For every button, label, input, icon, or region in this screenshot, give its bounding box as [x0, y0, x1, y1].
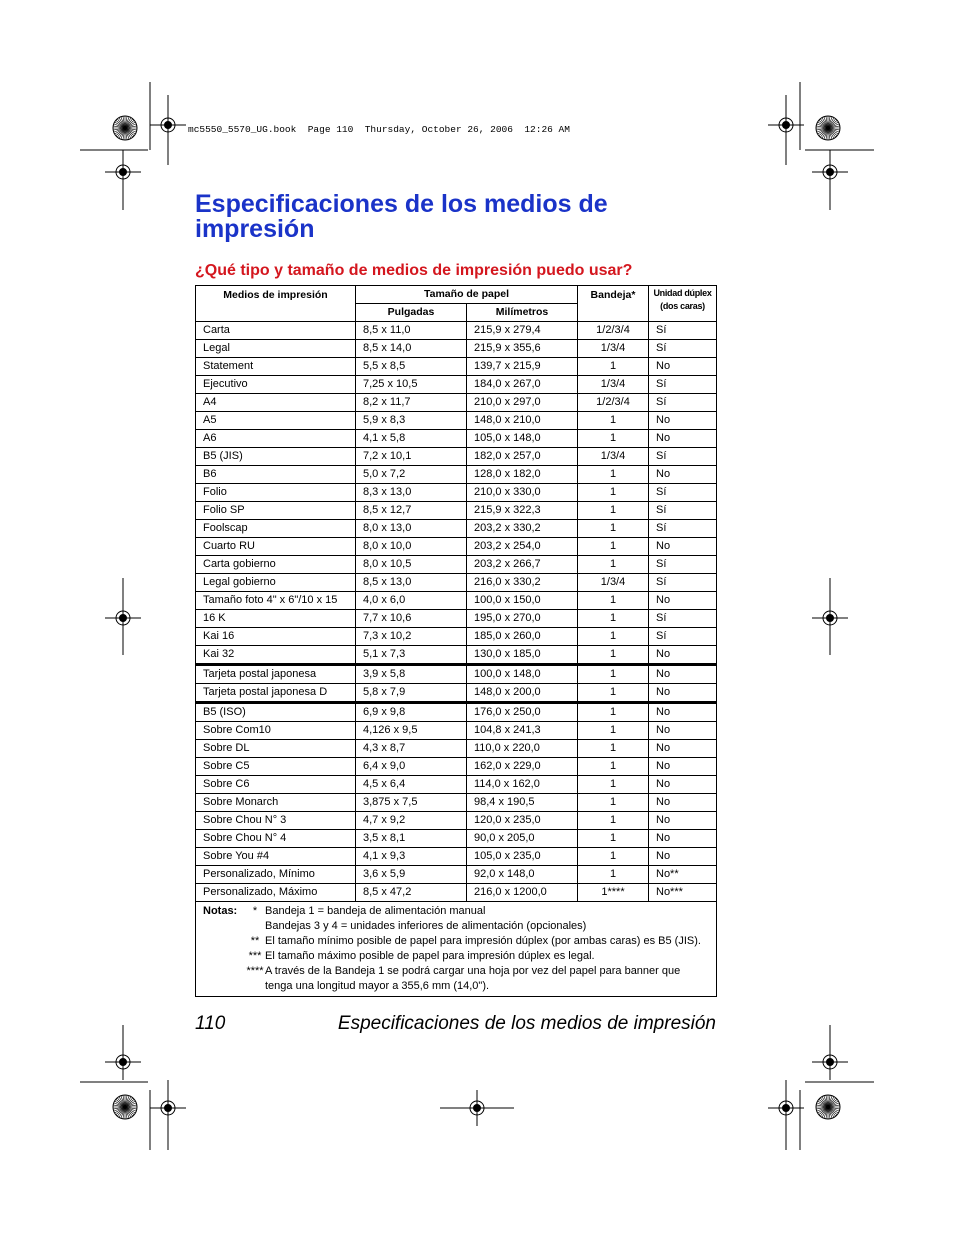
table-row: [196, 556, 717, 574]
notes-spacer: [203, 934, 245, 949]
cell-tray: 1: [578, 412, 649, 430]
note-text: Bandejas 3 y 4 = unidades inferiores de alimentación (opcionales): [265, 920, 587, 932]
cell-tray: 1: [578, 610, 649, 628]
cell-duplex: Sí: [649, 520, 717, 538]
cell-mm: 104,8 x 241,3: [467, 722, 578, 740]
table-row: [196, 794, 717, 812]
table-row: [196, 628, 717, 646]
table-row: [196, 502, 717, 520]
cell-duplex: No: [649, 794, 717, 812]
cell-inches: 8,5 x 47,2: [356, 884, 467, 902]
cell-media: Ejecutivo: [196, 376, 356, 394]
cell-mm: 216,0 x 1200,0: [467, 884, 578, 902]
cell-inches: 7,3 x 10,2: [356, 628, 467, 646]
cell-mm: 215,9 x 322,3: [467, 502, 578, 520]
cell-duplex: Sí: [649, 322, 717, 340]
table-row: [196, 812, 717, 830]
cell-mm: 92,0 x 148,0: [467, 866, 578, 884]
cell-media: Personalizado, Mínimo: [196, 866, 356, 884]
cell-mm: 105,0 x 148,0: [467, 430, 578, 448]
cell-duplex: Sí: [649, 394, 717, 412]
cell-mm: 98,4 x 190,5: [467, 794, 578, 812]
cell-media: Carta gobierno: [196, 556, 356, 574]
cell-duplex: No: [649, 722, 717, 740]
cell-media: Legal gobierno: [196, 574, 356, 592]
cell-inches: 7,2 x 10,1: [356, 448, 467, 466]
cell-media: B5 (ISO): [196, 703, 356, 722]
cell-inches: 6,4 x 9,0: [356, 758, 467, 776]
cell-tray: 1/3/4: [578, 448, 649, 466]
table-row: [196, 758, 717, 776]
cell-inches: 3,9 x 5,8: [356, 665, 467, 684]
cell-inches: 4,7 x 9,2: [356, 812, 467, 830]
note-text: A través de la Bandeja 1 se podrá cargar una hoja por vez del papel para banner que tenga una longitud mayor a 355,6 mm (14,0").: [265, 965, 681, 992]
cell-duplex: Sí: [649, 502, 717, 520]
cell-duplex: No: [649, 703, 717, 722]
cell-duplex: No: [649, 592, 717, 610]
cell-mm: 203,2 x 266,7: [467, 556, 578, 574]
cell-tray: 1: [578, 430, 649, 448]
cell-inches: 8,0 x 10,5: [356, 556, 467, 574]
table-row: [196, 466, 717, 484]
notes-list: [203, 904, 710, 994]
table-row: [196, 430, 717, 448]
cell-mm: 100,0 x 150,0: [467, 592, 578, 610]
cell-media: Sobre You #4: [196, 848, 356, 866]
cell-tray: 1: [578, 830, 649, 848]
cell-media: Personalizado, Máximo: [196, 884, 356, 902]
header-size: Tamaño de papel: [356, 286, 578, 304]
cell-mm: 105,0 x 235,0: [467, 848, 578, 866]
table-row: [196, 412, 717, 430]
cell-media: B6: [196, 466, 356, 484]
cell-inches: 4,3 x 8,7: [356, 740, 467, 758]
table-row: [196, 703, 717, 722]
table-row: [196, 394, 717, 412]
note-symbol: ****: [246, 965, 264, 977]
cell-media: Sobre C5: [196, 758, 356, 776]
cell-duplex: Sí: [649, 448, 717, 466]
cell-inches: 5,9 x 8,3: [356, 412, 467, 430]
note-text: El tamaño mínimo posible de papel para impresión dúplex (por ambas caras) es B5 (JIS).: [265, 935, 701, 947]
star-target: [113, 1095, 137, 1119]
cell-duplex: No: [649, 430, 717, 448]
cell-duplex: No**: [649, 866, 717, 884]
cell-inches: 4,126 x 9,5: [356, 722, 467, 740]
cell-mm: 203,2 x 330,2: [467, 520, 578, 538]
cell-mm: 216,0 x 330,2: [467, 574, 578, 592]
note-symbol: [245, 919, 265, 934]
cell-media: Folio SP: [196, 502, 356, 520]
cell-inches: 8,5 x 12,7: [356, 502, 467, 520]
cell-duplex: No: [649, 412, 717, 430]
notes-spacer: [203, 919, 245, 934]
header-duplex: Unidad dúplex (dos caras): [649, 286, 717, 322]
cell-duplex: No***: [649, 884, 717, 902]
cell-inches: 3,875 x 7,5: [356, 794, 467, 812]
cell-media: Sobre Chou N° 3: [196, 812, 356, 830]
cell-inches: 4,5 x 6,4: [356, 776, 467, 794]
cell-inches: 7,7 x 10,6: [356, 610, 467, 628]
page-number: 110: [195, 1013, 226, 1034]
cell-inches: 4,1 x 5,8: [356, 430, 467, 448]
cell-mm: 110,0 x 220,0: [467, 740, 578, 758]
cell-media: Tarjeta postal japonesa: [196, 665, 356, 684]
cell-duplex: Sí: [649, 574, 717, 592]
cell-mm: 148,0 x 210,0: [467, 412, 578, 430]
cell-mm: 139,7 x 215,9: [467, 358, 578, 376]
cell-duplex: No: [649, 758, 717, 776]
cell-mm: 128,0 x 182,0: [467, 466, 578, 484]
table-row: [196, 740, 717, 758]
cell-duplex: No: [649, 665, 717, 684]
note-symbol: **: [250, 935, 260, 947]
note-text: El tamaño máximo posible de papel para impresión dúplex es legal.: [265, 950, 595, 962]
cell-mm: 162,0 x 229,0: [467, 758, 578, 776]
cell-tray: 1: [578, 646, 649, 665]
cell-media: Kai 32: [196, 646, 356, 665]
cell-inches: 5,5 x 8,5: [356, 358, 467, 376]
cell-tray: 1: [578, 812, 649, 830]
cell-tray: 1: [578, 592, 649, 610]
cell-inches: 7,25 x 10,5: [356, 376, 467, 394]
table-row: [196, 484, 717, 502]
header-mm: Milímetros: [467, 304, 578, 322]
table-row: [196, 322, 717, 340]
cell-tray: 1: [578, 484, 649, 502]
cell-media: Sobre Monarch: [196, 794, 356, 812]
note-symbol: ***: [248, 950, 262, 962]
cell-mm: 184,0 x 267,0: [467, 376, 578, 394]
cell-duplex: No: [649, 812, 717, 830]
cell-media: Statement: [196, 358, 356, 376]
table-row: [196, 520, 717, 538]
cell-tray: 1: [578, 703, 649, 722]
cell-media: Carta: [196, 322, 356, 340]
cell-duplex: No: [649, 848, 717, 866]
cell-tray: 1/3/4: [578, 376, 649, 394]
cell-tray: 1: [578, 740, 649, 758]
notes-cell: [196, 902, 717, 997]
notes-label: Notas:: [203, 905, 238, 917]
cell-media: Sobre DL: [196, 740, 356, 758]
cell-media: Tamaño foto 4" x 6"/10 x 15: [196, 592, 356, 610]
cell-inches: 3,6 x 5,9: [356, 866, 467, 884]
cell-inches: 6,9 x 9,8: [356, 703, 467, 722]
table-row: [196, 722, 717, 740]
cell-mm: 148,0 x 200,0: [467, 684, 578, 703]
cell-mm: 120,0 x 235,0: [467, 812, 578, 830]
header-tray: Bandeja*: [578, 286, 649, 322]
cell-mm: 90,0 x 205,0: [467, 830, 578, 848]
cell-tray: 1: [578, 665, 649, 684]
cell-duplex: No: [649, 830, 717, 848]
cell-mm: 215,9 x 355,6: [467, 340, 578, 358]
cell-inches: 8,0 x 10,0: [356, 538, 467, 556]
cell-tray: 1: [578, 502, 649, 520]
cell-tray: 1: [578, 776, 649, 794]
table-row: [196, 884, 717, 902]
star-target: [816, 116, 840, 140]
cell-media: Kai 16: [196, 628, 356, 646]
cell-media: Legal: [196, 340, 356, 358]
cell-mm: 176,0 x 250,0: [467, 703, 578, 722]
note-text: Bandeja 1 = bandeja de alimentación manual: [265, 905, 486, 917]
cell-duplex: No: [649, 538, 717, 556]
table-row: [196, 538, 717, 556]
cell-duplex: No: [649, 358, 717, 376]
notes-spacer: [203, 949, 245, 964]
header-inches: Pulgadas: [356, 304, 467, 322]
cell-inches: 8,5 x 13,0: [356, 574, 467, 592]
table-row: [196, 376, 717, 394]
cell-media: Sobre Com10: [196, 722, 356, 740]
cell-duplex: Sí: [649, 340, 717, 358]
cell-tray: 1/2/3/4: [578, 322, 649, 340]
cell-tray: 1/2/3/4: [578, 394, 649, 412]
cell-tray: 1/3/4: [578, 340, 649, 358]
cell-media: Tarjeta postal japonesa D: [196, 684, 356, 703]
cell-mm: 185,0 x 260,0: [467, 628, 578, 646]
cell-tray: 1/3/4: [578, 574, 649, 592]
cell-tray: 1****: [578, 884, 649, 902]
cell-tray: 1: [578, 538, 649, 556]
cell-duplex: No: [649, 646, 717, 665]
cell-duplex: Sí: [649, 376, 717, 394]
print-slug: mc5550_5570_UG.book Page 110 Thursday, October 26, 2006 12:26 AM: [188, 124, 570, 135]
table-row: [196, 610, 717, 628]
page-title: Especificaciones de los medios de impresión: [195, 190, 608, 243]
cell-duplex: Sí: [649, 628, 717, 646]
cell-mm: 210,0 x 330,0: [467, 484, 578, 502]
cell-mm: 182,0 x 257,0: [467, 448, 578, 466]
cell-mm: 130,0 x 185,0: [467, 646, 578, 665]
cell-tray: 1: [578, 684, 649, 703]
table-row: [196, 830, 717, 848]
cell-tray: 1: [578, 556, 649, 574]
cell-inches: 4,1 x 9,3: [356, 848, 467, 866]
table-row: [196, 866, 717, 884]
table-row: [196, 592, 717, 610]
header-media: Medios de impresión: [196, 286, 356, 322]
cell-media: A5: [196, 412, 356, 430]
cell-tray: 1: [578, 466, 649, 484]
cell-tray: 1: [578, 794, 649, 812]
cell-tray: 1: [578, 358, 649, 376]
table-row: [196, 776, 717, 794]
cell-inches: 3,5 x 8,1: [356, 830, 467, 848]
section-heading: ¿Qué tipo y tamaño de medios de impresión puedo usar?: [195, 262, 633, 279]
cell-duplex: Sí: [649, 484, 717, 502]
star-target: [113, 116, 137, 140]
table-row: [196, 448, 717, 466]
table-row: [196, 574, 717, 592]
notes-spacer: [203, 964, 245, 994]
cell-inches: 8,5 x 14,0: [356, 340, 467, 358]
cell-tray: 1: [578, 848, 649, 866]
cell-inches: 4,0 x 6,0: [356, 592, 467, 610]
cell-duplex: Sí: [649, 556, 717, 574]
cell-media: Foolscap: [196, 520, 356, 538]
table-row: [196, 358, 717, 376]
cell-mm: 215,9 x 279,4: [467, 322, 578, 340]
cell-duplex: No: [649, 466, 717, 484]
cell-media: Folio: [196, 484, 356, 502]
cell-mm: 210,0 x 297,0: [467, 394, 578, 412]
star-target: [816, 1095, 840, 1119]
media-spec-table: [195, 285, 717, 997]
cell-media: A6: [196, 430, 356, 448]
cell-tray: 1: [578, 520, 649, 538]
cell-inches: 5,1 x 7,3: [356, 646, 467, 665]
cell-duplex: No: [649, 740, 717, 758]
cell-mm: 114,0 x 162,0: [467, 776, 578, 794]
cell-inches: 5,0 x 7,2: [356, 466, 467, 484]
cell-inches: 8,2 x 11,7: [356, 394, 467, 412]
table-row: [196, 848, 717, 866]
cell-media: Cuarto RU: [196, 538, 356, 556]
cell-mm: 195,0 x 270,0: [467, 610, 578, 628]
cell-mm: 203,2 x 254,0: [467, 538, 578, 556]
cell-tray: 1: [578, 628, 649, 646]
table-row: [196, 665, 717, 684]
cell-duplex: No: [649, 776, 717, 794]
cell-duplex: Sí: [649, 610, 717, 628]
cell-media: Sobre Chou N° 4: [196, 830, 356, 848]
table-row: [196, 646, 717, 665]
cell-inches: 8,0 x 13,0: [356, 520, 467, 538]
table-row: [196, 340, 717, 358]
cell-inches: 8,5 x 11,0: [356, 322, 467, 340]
footer-section-title: Especificaciones de los medios de impresión: [337, 1013, 716, 1034]
cell-duplex: No: [649, 684, 717, 703]
cell-tray: 1: [578, 758, 649, 776]
note-symbol: *: [252, 905, 258, 917]
cell-media: B5 (JIS): [196, 448, 356, 466]
cell-media: A4: [196, 394, 356, 412]
cell-media: Sobre C6: [196, 776, 356, 794]
cell-tray: 1: [578, 722, 649, 740]
cell-mm: 100,0 x 148,0: [467, 665, 578, 684]
table-row: [196, 684, 717, 703]
cell-inches: 5,8 x 7,9: [356, 684, 467, 703]
cell-tray: 1: [578, 866, 649, 884]
cell-media: 16 K: [196, 610, 356, 628]
cell-inches: 8,3 x 13,0: [356, 484, 467, 502]
